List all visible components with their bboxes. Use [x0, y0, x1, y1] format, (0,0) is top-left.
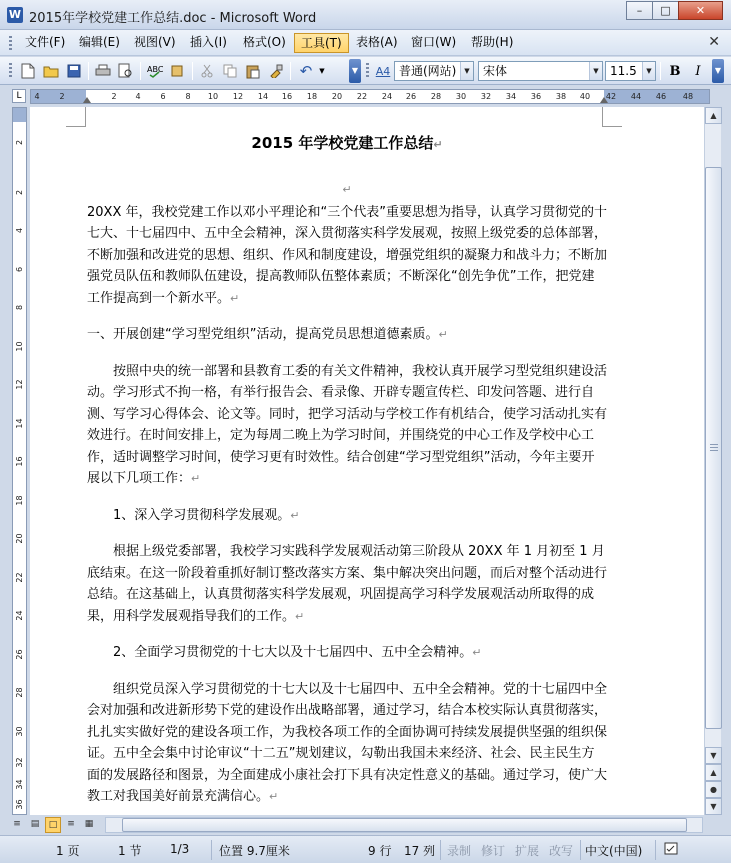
- horizontal-ruler-bar: [0, 86, 731, 106]
- spelling-status-icon[interactable]: [664, 842, 680, 859]
- ruler-number: 22: [15, 572, 24, 583]
- ruler-number: 16: [15, 456, 24, 467]
- paragraph-text: 按照中央的统一部署和县教育工委的有关文件精神，我校认真开展学习型党组织建设活动。学习形式不拘一格，有举行报告会、看录像、开辟专题宣传栏、印发问答题、进行自测、写学习心得体会、论文等。同时，把学习活动与学校工作有机结合，使学习活动扎实有效进行。在时间安排上，定为每周二晚上为学习时间，并围绕党的中心工作及学校中心工作，适时调整学习时间，使学习更有时效性。结合创建“学习型党组织”活动，今年主要开展以下几项工作：: [87, 363, 608, 486]
- document-body[interactable]: [87, 133, 607, 808]
- ruler-number: 34: [15, 779, 24, 790]
- ruler-number: 8: [185, 92, 191, 101]
- document-close-icon[interactable]: ✕: [708, 34, 720, 50]
- chevron-down-icon[interactable]: ▼: [589, 62, 602, 80]
- print-preview-icon[interactable]: [116, 61, 136, 81]
- text-boundary-corner: [66, 107, 86, 127]
- font-size-value: 11.5: [610, 64, 637, 78]
- paragraph-mark: ↵: [438, 328, 448, 341]
- empty-paragraph: [87, 160, 607, 202]
- status-position: 位置 9.7厘米: [219, 844, 290, 858]
- print-icon[interactable]: [93, 61, 113, 81]
- chevron-down-icon[interactable]: ▼: [642, 62, 655, 80]
- toolbar-options-icon[interactable]: ▼: [349, 59, 361, 83]
- ruler-number: 16: [281, 92, 293, 101]
- ruler-number: 18: [15, 495, 24, 506]
- ruler-number: 20: [15, 533, 24, 544]
- ruler-number: 36: [15, 799, 24, 810]
- document-paragraph: [87, 202, 607, 310]
- paragraph-mark: ↵: [295, 609, 305, 623]
- document-subheading: [87, 505, 607, 527]
- document-paragraph: [87, 541, 607, 627]
- format-painter-icon[interactable]: [266, 61, 286, 81]
- toolbar-separator: [88, 62, 89, 80]
- ruler-number: 48: [682, 92, 694, 101]
- ruler-number: 2: [15, 189, 24, 196]
- status-overtype[interactable]: 改写: [549, 844, 574, 858]
- tab-selector-icon[interactable]: L: [12, 89, 26, 103]
- document-subheading: [87, 642, 607, 664]
- ruler-number: 26: [15, 649, 24, 660]
- status-language: 中文(中国): [585, 844, 643, 858]
- title-bar: [0, 0, 731, 30]
- paragraph-text: 1、深入学习贯彻科学发展观。: [113, 507, 291, 523]
- save-icon[interactable]: [64, 61, 84, 81]
- toolbar: [0, 57, 731, 85]
- ruler-number: 4: [34, 92, 40, 101]
- paragraph-mark: ↵: [191, 472, 201, 485]
- text-boundary-corner: [602, 107, 622, 127]
- bold-button[interactable]: B: [669, 63, 681, 79]
- italic-button[interactable]: I: [695, 63, 701, 79]
- paragraph-text: 2、全面学习贯彻党的十七大以及十七届四中、五中全会精神。: [113, 645, 473, 660]
- menu-view[interactable]: 视图(V): [134, 35, 176, 49]
- toolbar-grip[interactable]: [9, 63, 12, 79]
- print-layout-icon[interactable]: □: [45, 817, 61, 833]
- ruler-number: 32: [15, 757, 24, 768]
- scroll-up-icon[interactable]: ▲: [705, 107, 722, 124]
- select-browse-object-icon[interactable]: ●: [705, 781, 722, 798]
- menu-tools[interactable]: 工具(T): [294, 33, 349, 53]
- status-track-changes[interactable]: 修订: [481, 844, 506, 858]
- paragraph-mark: ↵: [472, 646, 482, 659]
- ruler-number: 34: [505, 92, 517, 101]
- ruler-number: 12: [15, 379, 24, 390]
- ruler-number: 22: [356, 92, 368, 101]
- ruler-number: 4: [135, 92, 141, 101]
- ruler-number: 32: [480, 92, 492, 101]
- document-heading: [87, 324, 607, 346]
- window-title: 2015年学校党建工作总结.doc - Microsoft Word: [29, 11, 317, 26]
- ruler-number: 18: [306, 92, 318, 101]
- chevron-down-icon[interactable]: ▼: [460, 62, 473, 80]
- ruler-number: 2: [111, 92, 117, 101]
- paragraph-mark: ↵: [290, 508, 300, 522]
- ruler-number: 8: [15, 304, 24, 311]
- document-paragraph: [87, 679, 607, 808]
- bottom-scroll-row: [0, 816, 731, 834]
- word-doc-icon: W: [8, 8, 22, 21]
- ruler-number: 24: [381, 92, 393, 101]
- toolbar-options-icon[interactable]: ▼: [712, 59, 724, 83]
- ruler-number: 36: [530, 92, 542, 101]
- paste-icon[interactable]: [243, 61, 263, 81]
- open-folder-icon[interactable]: [41, 61, 61, 81]
- horizontal-scrollbar[interactable]: [105, 817, 703, 833]
- ruler-number: 2: [59, 92, 65, 101]
- menu-window[interactable]: 窗口(W): [411, 35, 457, 49]
- horizontal-ruler[interactable]: [30, 89, 710, 104]
- document-page[interactable]: [30, 107, 704, 815]
- status-column: 17 列: [404, 844, 436, 858]
- toolbar-separator: [290, 62, 291, 80]
- toolbar-separator: [192, 62, 193, 80]
- vertical-ruler[interactable]: [12, 107, 27, 815]
- minimize-button[interactable]: –: [626, 1, 653, 20]
- document-title: [87, 133, 607, 156]
- undo-icon[interactable]: ↶: [299, 62, 313, 80]
- styles-pane-icon[interactable]: A4: [375, 64, 391, 78]
- status-line: 9 行: [368, 844, 392, 858]
- window-controls: [626, 1, 723, 20]
- scroll-down-icon[interactable]: ▼: [705, 747, 722, 764]
- status-page: 1 页: [56, 844, 80, 858]
- menu-edit[interactable]: 编辑(E): [79, 35, 120, 49]
- status-page-of: 1/3: [170, 842, 190, 856]
- menu-table[interactable]: 表格(A): [356, 35, 398, 49]
- font-size-combo[interactable]: [605, 61, 656, 81]
- spelling-icon[interactable]: [145, 61, 165, 81]
- toolbar-separator: [140, 62, 141, 80]
- menu-insert[interactable]: 插入(I): [190, 35, 227, 49]
- undo-dropdown-icon[interactable]: ▼: [319, 67, 325, 75]
- document-paragraph: [87, 361, 607, 490]
- cut-icon[interactable]: [197, 61, 217, 81]
- paragraph-mark: ↵: [433, 138, 443, 151]
- new-document-icon[interactable]: [18, 61, 38, 81]
- ruler-number: 28: [15, 687, 24, 698]
- right-indent-marker[interactable]: [600, 97, 608, 103]
- ruler-number: 20: [331, 92, 343, 101]
- horizontal-scroll-thumb[interactable]: [122, 818, 687, 832]
- paragraph-mark: ↵: [342, 182, 352, 196]
- ruler-number: 14: [15, 418, 24, 429]
- ruler-number: 40: [579, 92, 591, 101]
- normal-view-icon[interactable]: ≡: [13, 819, 21, 829]
- ruler-number: 2: [15, 139, 24, 146]
- menu-format[interactable]: 格式(O): [243, 35, 286, 49]
- vertical-scroll-thumb[interactable]: [705, 167, 722, 729]
- status-record[interactable]: 录制: [447, 844, 472, 858]
- ruler-number: 38: [555, 92, 567, 101]
- ruler-number: 6: [160, 92, 166, 101]
- ruler-number: 6: [15, 266, 24, 273]
- paragraph-mark: ↵: [230, 291, 240, 305]
- vertical-scrollbar[interactable]: [704, 107, 721, 815]
- style-combo[interactable]: [394, 61, 474, 81]
- paragraph-mark: ↵: [269, 790, 279, 803]
- ruler-number: 24: [15, 610, 24, 621]
- ruler-number: 28: [430, 92, 442, 101]
- paragraph-text: 组织党员深入学习贯彻党的十七大以及十七届四中、五中全会精神。党的十七届四中全会对加强和改进新形势下党的建设作出战略部署，通过学习，结合本校实际认真贯彻落实，扎扎实实做好党的建设各项工作，为我校各项工作的全面协调可持续发展提供坚强的组织保证。五中全会集中讨论审议“十二五”规划建议，勾勒出我国未来经济、社会、民主民生方面的发展路径和图景，为全面建成小康社会打下具有决定性意义的基础。通过学习，使广大教工对我国美好前景充满信心。: [87, 681, 608, 804]
- font-combo[interactable]: [478, 61, 603, 81]
- copy-icon[interactable]: [220, 61, 240, 81]
- ruler-number: 26: [405, 92, 417, 101]
- paragraph-text: 一、开展创建“学习型党组织”活动，提高党员思想道德素质。: [87, 327, 439, 342]
- menu-bar: [0, 30, 731, 56]
- status-section: 1 节: [118, 844, 142, 858]
- outline-view-icon[interactable]: ≡: [67, 819, 75, 829]
- status-extend[interactable]: 扩展: [515, 844, 540, 858]
- ruler-number: 12: [232, 92, 244, 101]
- menu-help[interactable]: 帮助(H): [471, 35, 514, 49]
- reading-layout-icon[interactable]: ▦: [84, 819, 94, 829]
- next-page-icon[interactable]: ▼: [705, 798, 722, 815]
- toolbar-grip[interactable]: [366, 63, 369, 79]
- paragraph-text: 20XX 年，我校党建工作以邓小平理论和“三个代表”重要思想为指导，认真学习贯彻党的十七大、十七届四中、五中全会精神，深入贯彻落实科学发展观，按照上级党委的总体部署，不断加强和改进党的思想、组织、作风和制度建设，增强党组织的凝聚力和战斗力；不断加强党员队伍和教师队伍建设，提高教师队伍整体素质；不断深化“创先争优”工作，把党建工作提高到一个新水平。: [87, 204, 608, 306]
- research-icon[interactable]: [168, 61, 188, 81]
- ruler-number: 10: [207, 92, 219, 101]
- ruler-top-margin: [13, 108, 26, 122]
- ruler-number: 10: [15, 341, 24, 352]
- document-title-text: 2015 年学校党建工作总结: [251, 134, 434, 152]
- toolbar-separator: [660, 62, 661, 80]
- status-bar: [0, 835, 731, 863]
- ruler-number: 4: [15, 227, 24, 234]
- web-layout-icon[interactable]: ▤: [30, 819, 40, 829]
- left-indent-marker[interactable]: [83, 97, 91, 103]
- svg-text:ABC: ABC: [147, 65, 163, 74]
- close-button[interactable]: ✕: [678, 1, 723, 20]
- ruler-number: 44: [630, 92, 642, 101]
- previous-page-icon[interactable]: ▲: [705, 764, 722, 781]
- style-value: 普通(网站): [399, 64, 457, 78]
- maximize-button[interactable]: □: [652, 1, 679, 20]
- ruler-number: 46: [655, 92, 667, 101]
- ruler-number: 14: [257, 92, 269, 101]
- paragraph-text: 根据上级党委部署，我校学习实践科学发展观活动第三阶段从 20XX 年 1 月初至 1 月底结束。在这一阶段着重抓好制订整改落实方案、集中解决突出问题，而后对整个活动进行总结。在这基础上，认真贯彻落实科学发展观，巩固提高学习科学发展观活动所取得的成果，用科学发展观指导我们的工作。: [87, 544, 608, 624]
- menu-file[interactable]: 文件(F): [25, 35, 66, 49]
- ruler-number: 42: [605, 92, 617, 101]
- ruler-number: 30: [455, 92, 467, 101]
- font-value: 宋体: [483, 64, 508, 78]
- ruler-number: 30: [15, 726, 24, 737]
- menubar-grip[interactable]: [9, 36, 12, 50]
